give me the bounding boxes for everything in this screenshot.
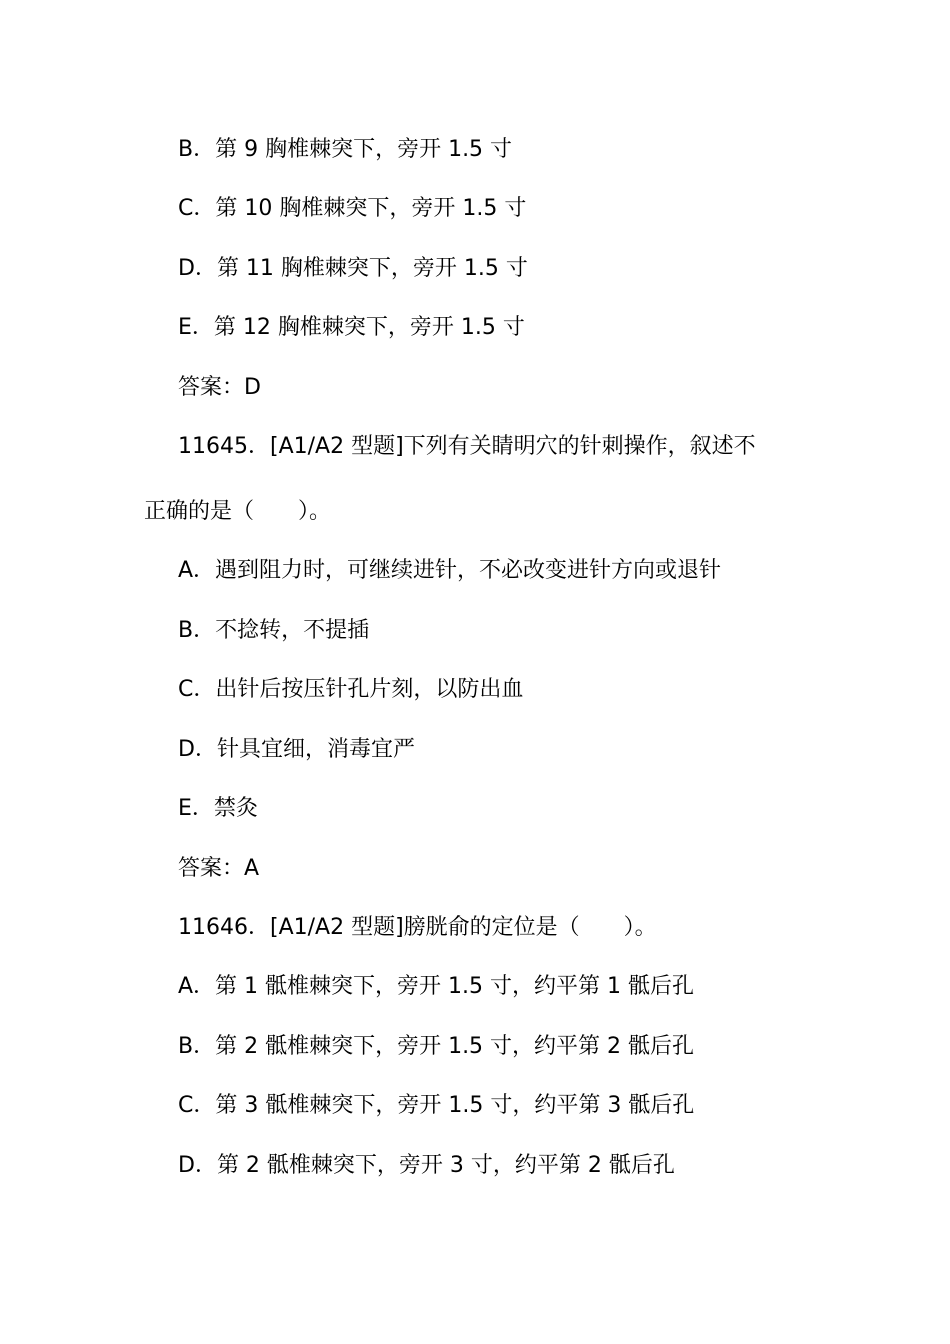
q11645-stem-line1: 11645．[A1/A2 型题]下列有关睛明穴的针刺操作，叙述不 [178,434,756,459]
q11644-option-d: D．第 11 胸椎棘突下，旁开 1.5 寸 [178,256,528,281]
q11645-option-d: D．针具宜细，消毒宜严 [178,737,415,762]
q11645-option-a: A．遇到阻力时，可继续进针，不必改变进针方向或退针 [178,558,722,583]
q11646-option-c: C．第 3 骶椎棘突下，旁开 1.5 寸，约平第 3 骶后孔 [178,1093,695,1118]
q11645-stem-line2: 正确的是（ ）。 [144,499,332,524]
q11646-option-d: D．第 2 骶椎棘突下，旁开 3 寸，约平第 2 骶后孔 [178,1153,675,1178]
q11646-option-b: B．第 2 骶椎棘突下，旁开 1.5 寸，约平第 2 骶后孔 [178,1034,695,1059]
q11645-option-c: C．出针后按压针孔片刻，以防出血 [178,677,524,702]
q11644-option-c: C．第 10 胸椎棘突下，旁开 1.5 寸 [178,196,527,221]
q11644-answer: 答案：D [178,375,261,400]
q11644-option-e: E．第 12 胸椎棘突下，旁开 1.5 寸 [178,315,525,340]
q11646-stem: 11646．[A1/A2 型题]膀胱俞的定位是（ ）。 [178,915,657,940]
q11645-option-b: B．不捻转，不提插 [178,618,370,643]
q11645-option-e: E．禁灸 [178,796,258,821]
q11646-option-a: A．第 1 骶椎棘突下，旁开 1.5 寸，约平第 1 骶后孔 [178,974,694,999]
q11644-option-b: B．第 9 胸椎棘突下，旁开 1.5 寸 [178,137,513,162]
q11645-answer: 答案：A [178,856,260,881]
